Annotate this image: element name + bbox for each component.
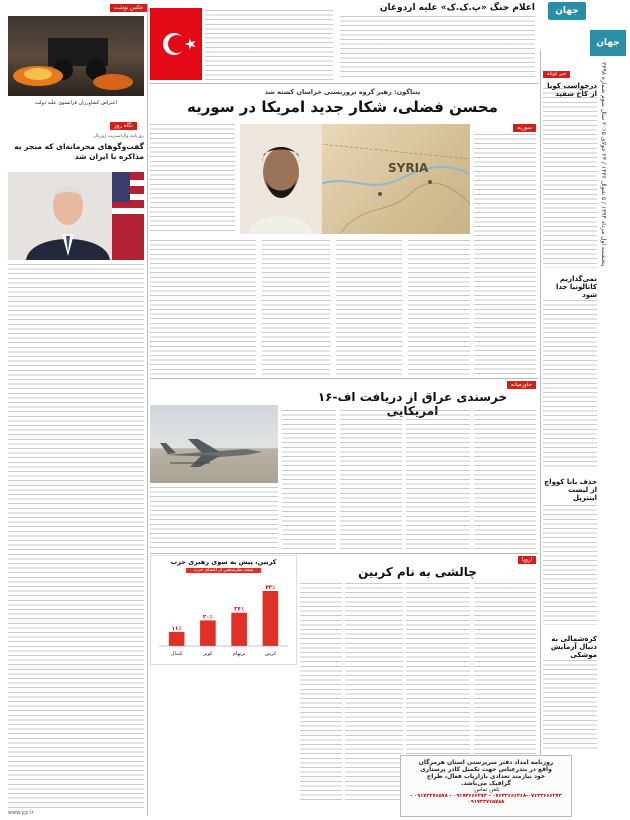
right-item1-body <box>543 88 597 268</box>
right-item1-kicker: خبر کوتاه <box>543 71 570 78</box>
main-headline: محسن فضلی، شکار جدید امریکا در سوریه <box>187 98 498 116</box>
ad-box <box>400 755 572 817</box>
europe-body-col4 <box>300 583 342 803</box>
ambassador-photo <box>8 172 144 260</box>
logo-text: جهان <box>555 6 579 16</box>
chart-bar-0 <box>263 591 279 646</box>
top-headline: اعلام جنگ «پ.ک.ک» علیه اردوغان <box>379 3 535 13</box>
chart-title: کربین، پیش به سوی رهبری حزب <box>170 558 277 566</box>
top-story-body-2 <box>205 10 333 80</box>
f16-photo <box>150 405 278 483</box>
chart-category-label-3: کندال <box>170 651 183 657</box>
iraq-tag: خاورمیانه <box>507 381 536 389</box>
masthead-logo <box>548 2 586 20</box>
chart-subtitle: نتیجه نظرسنجی از اعضای حزب <box>186 568 261 573</box>
main-body-col2 <box>336 240 402 375</box>
right-column <box>543 60 597 750</box>
view-tag: نگاه روز <box>110 122 137 130</box>
chart-bar-3 <box>169 632 185 646</box>
ad-line5: تلفن تماس: <box>472 787 500 793</box>
chart-category-label-2: کوپر <box>203 651 213 657</box>
iraq-body-col1 <box>474 410 536 550</box>
ad-line1: روزنامه امداد دفتر سرپرستی استان هرمزگان <box>418 759 554 766</box>
portrait-photo <box>240 124 322 234</box>
main-tag: سوریه <box>513 124 536 132</box>
turkey-flag <box>150 8 202 80</box>
photo-tag: عکس نوشت <box>110 4 147 12</box>
ad-line4: گرافیک می‌باشد. <box>461 780 511 787</box>
right-item3-body <box>543 505 597 625</box>
europe-body-col3 <box>345 583 403 803</box>
iraq-photo-caption <box>150 487 278 549</box>
top-story-body <box>340 16 535 80</box>
section-label-text: جهان <box>596 38 620 48</box>
main-sidebar-text <box>150 124 235 234</box>
europe-tag: اروپا <box>518 556 536 564</box>
ad-phones: ۰۷۶۳۳۶۶۶۲۶۸-۰۷۶۳۳۶۶۶۲۷۳ - ۰۹۱۷۳۶۶۶۲۷۳ - ۰۹۱۷۳۳۷۶۵۷۸ - ۰۹۱۷۳۳۷۶۵۷۸۸ <box>410 793 562 805</box>
right-item4-headline: کره‌شمالی به دنبال آزمایش موشکی <box>550 635 597 659</box>
corbyn-bar-chart <box>151 576 296 664</box>
iraq-body-col3 <box>340 410 402 550</box>
right-item4-body <box>543 660 597 750</box>
iraq-body-col2 <box>406 410 470 550</box>
chart-value-label-1: ۲۶٪ <box>234 606 245 613</box>
photo-caption: اعتراض کشاورزان فرانسوی علیه دولت <box>35 100 117 106</box>
iraq-body-col4 <box>282 410 336 550</box>
right-item2-body <box>543 300 597 470</box>
right-item1-headline: درخواست کوبا از کاخ سفید <box>547 82 597 98</box>
map-label: SYRIA <box>388 161 429 175</box>
corbyn-chart-box <box>150 555 297 665</box>
main-body-col4 <box>150 240 256 375</box>
section-label <box>590 30 626 56</box>
syria-map-image <box>320 124 470 234</box>
chart-value-label-3: ۱۱٪ <box>171 625 182 632</box>
date-line-text: پنجشنبه اول مرداد ۱۳۹۴ / ۵ شوال ۱۴۳۶ / ۲۳ جولای ۲۰۱۵ سال سوم شماره ۲۳۹۸ <box>600 62 607 267</box>
protest-photo <box>8 16 144 96</box>
europe-headline: چالشی به نام کربین <box>358 565 477 579</box>
view-kicker: روزنامه وال‌استریت ژورنال <box>93 134 144 139</box>
date-line <box>600 62 624 342</box>
ad-line3: خود نیازمند تعدادی بازاریاب فعال، طراح <box>426 773 546 780</box>
right-item2-headline: نمی‌گذاریم کاتالونیا جدا شود <box>555 275 597 299</box>
main-body-col1 <box>408 240 470 375</box>
view-body <box>8 264 144 809</box>
main-right-text <box>474 134 536 374</box>
crescent-star-icon <box>150 8 202 80</box>
chart-category-label-0: کربین <box>264 651 277 657</box>
chart-category-label-1: برنهام <box>232 651 246 657</box>
right-item3-headline: حذف بانا کوواچ از لیست اینترپل <box>544 478 597 502</box>
main-kicker: پنتاگون: رهبر گروه تروریستی خراسان کشته شد <box>264 88 421 96</box>
chart-value-label-0: ۴۳٪ <box>265 584 276 591</box>
main-body-col3 <box>262 240 330 375</box>
chart-bar-2 <box>200 620 216 646</box>
iraq-headline: خرسندی عراق از دریافت اف-۱۶ امریکایی <box>317 390 508 418</box>
chart-value-label-2: ۲۰٪ <box>202 614 213 621</box>
view-headline: گفت‌وگوهای محرمانه‌ای که منجر به مذاکره با ایران شد <box>14 142 144 161</box>
ad-line2: واقع در بندرعباس جهت تکمیل کادر پرستاری <box>420 766 552 773</box>
chart-bar-1 <box>231 613 247 646</box>
footer-url: www.yjc.ir <box>8 810 34 816</box>
